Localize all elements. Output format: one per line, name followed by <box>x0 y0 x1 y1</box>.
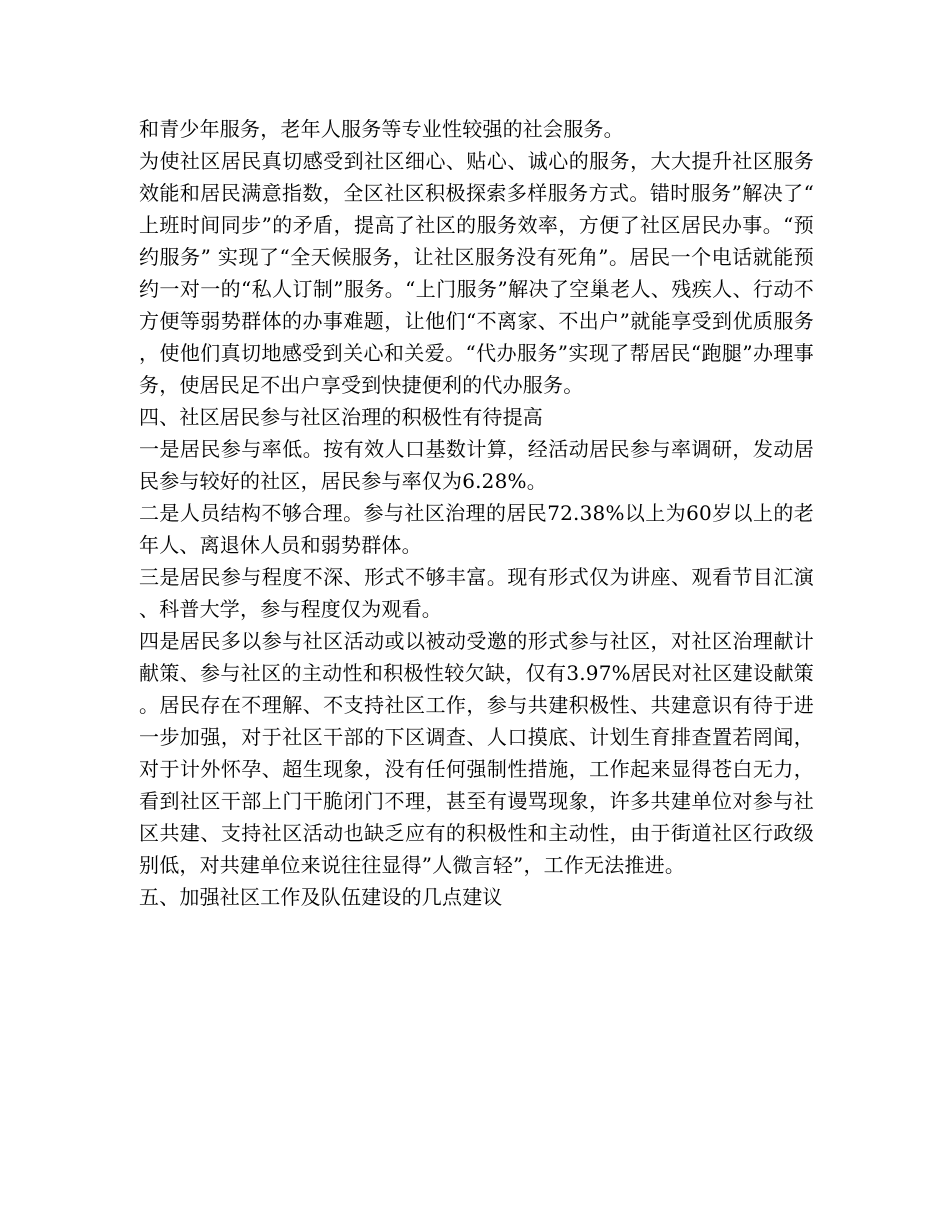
paragraph-continuation: 和青少年服务，老年人服务等专业性较强的社会服务。 <box>139 117 624 141</box>
section-heading-5: 五、加强社区工作及队伍建设的几点建议 <box>139 885 503 909</box>
section-heading-4: 四、社区居民参与社区治理的积极性有待提高 <box>139 405 543 429</box>
paragraph-point-2: 二是人员结构不够合理。参与社区治理的居民72.38%以上为60岁以上的老年人、离退休人员和弱势群体。 <box>139 501 814 557</box>
paragraph-point-3: 三是居民参与程度不深、形式不够丰富。现有形式仅为讲座、观看节目汇演、科普大学，参与程度仅为观看。 <box>139 565 814 621</box>
paragraph-point-1: 一是居民参与率低。按有效人口基数计算，经活动居民参与率调研，发动居民参与较好的社区，居民参与率仅为6.28%。 <box>139 437 814 493</box>
paragraph-point-4: 四是居民多以参与社区活动或以被动受邀的形式参与社区，对社区治理献计献策、参与社区的主动性和积极性较欠缺，仅有3.97%居民对社区建设献策。居民存在不理解、不支持社区工作，参与共建积极性、共建意识有待于进一步加强，对于社区干部的下区调查、人口摸底、计划生育排查置若罔闻，对于计外怀孕、超生现象，没有任何强制性措施，工作起来显得苍白无力，看到社区干部上门干脆闭门不理，甚至有谩骂现象，许多共建单位对参与社区共建、支持社区活动也缺乏应有的积极性和主动性，由于街道社区行政级别低，对共建单位来说往往显得”人微言轻”，工作无法推进。 <box>139 629 814 877</box>
paragraph-service-methods: 为使社区居民真切感受到社区细心、贴心、诚心的服务，大大提升社区服务效能和居民满意指数，全区社区积极探索多样服务方式。错时服务”解决了“上班时间同步”的矛盾，提高了社区的服务效率，方便了社区居民办事。“预约服务” 实现了“全天候服务，让社区服务没有死角”。居民一个电话就能预约一对一的“私人订制”服务。“上门服务”解决了空巢老人、残疾人、行动不方便等弱势群体的办事难题，让他们“不离家、不出户”就能享受到优质服务，使他们真切地感受到关心和关爱。“代办服务”实现了帮居民“跑腿”办理事务，使居民足不出户享受到快捷便利的代办服务。 <box>139 149 814 397</box>
document-body <box>139 113 814 913</box>
